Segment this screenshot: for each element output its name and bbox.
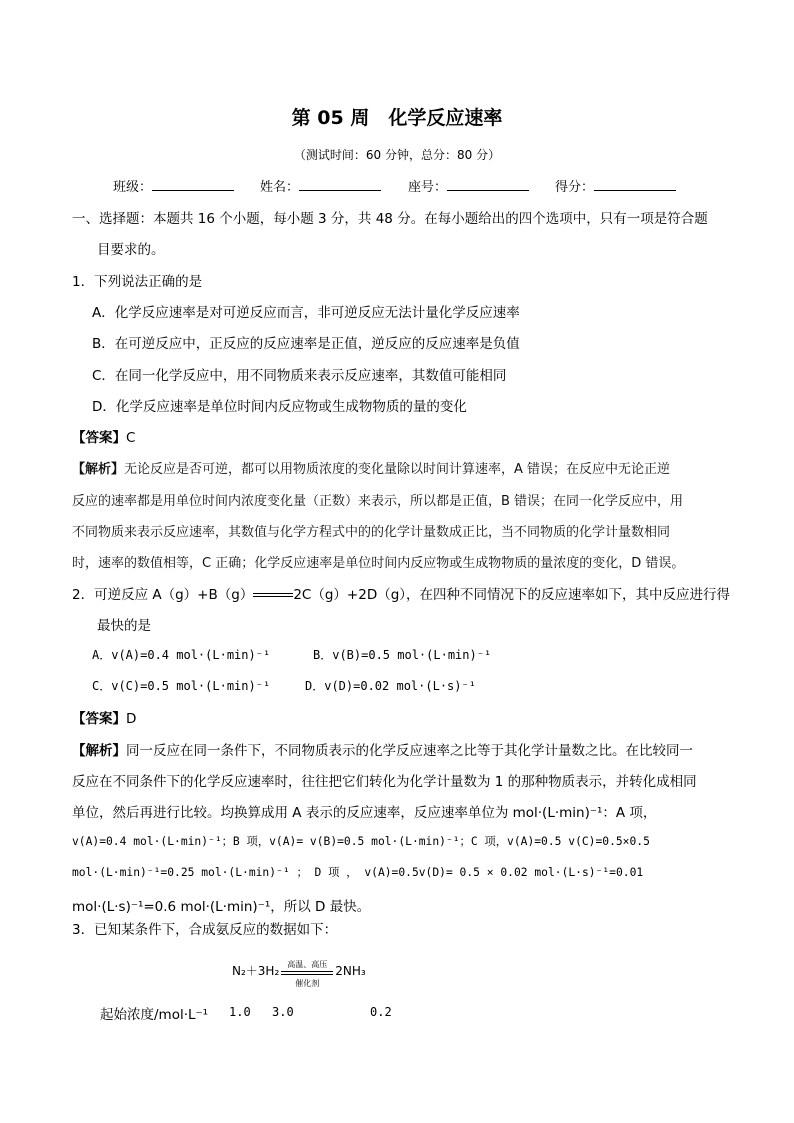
- q1-option-a: A．化学反应速率是对可逆反应而言，非可逆反应无法计量化学反应速率: [92, 305, 520, 321]
- q2-explanation-line: 反应在不同条件下的化学反应速率时，往往把它们转化为化学计量数为 1 的那种物质表示，并转化成相同: [72, 774, 697, 790]
- section-heading-cont: 目要求的。: [97, 242, 165, 258]
- q2-explanation-line: [72, 739, 693, 759]
- q2-answer: [72, 707, 136, 727]
- q1-answer: [72, 426, 135, 446]
- q2-option-c: C．v(C)=0.5 mol·(L·min)⁻¹: [92, 679, 271, 693]
- condition-bottom: 催化剂: [295, 978, 320, 988]
- answer-tag: 【答案】: [72, 711, 126, 727]
- q1-stem: 1．下列说法正确的是: [72, 274, 203, 290]
- section-heading: 一、选择题：本题共 16 个小题，每小题 3 分，共 48 分。在每小题给出的四个选项中，只有一项是符合题: [72, 211, 708, 227]
- q2-explanation-line: mol·(L·s)⁻¹=0.6 mol·(L·min)⁻¹，所以 D 最快。: [72, 899, 371, 915]
- explanation-text: 同一反应在同一条件下，不同物质表示的化学反应速率之比等于其化学计量数之比。在比较同一: [126, 743, 693, 759]
- score-label: 得分：: [555, 180, 595, 195]
- test-info-subtitle: （测试时间：60 分钟，总分：80 分）: [293, 148, 501, 162]
- reversible-arrow-icon: [279, 959, 335, 988]
- q2-explanation-line: v(A)=0.4 mol·(L·min)⁻¹；B 项，v(A)= v(B)=0.5 mol·(L·min)⁻¹；C 项，v(A)=0.5 v(C)=0.5×0.5: [72, 835, 650, 848]
- q1-explanation-line: 时，速率的数值相等，C 正确；化学反应速率是单位时间内反应物或生成物物质的量浓度的变化，D 错误。: [72, 556, 685, 571]
- name-field: [260, 176, 381, 195]
- explanation-tag: 【解析】: [72, 743, 126, 759]
- explanation-tag: 【解析】: [72, 462, 125, 477]
- reversible-arrow-icon: [253, 590, 293, 600]
- initial-conc-n2: 1.0: [229, 1005, 251, 1019]
- q1-explanation-line: 不同物质来表示反应速率，其数值与化学方程式中的的化学计量数成正比，当不同物质的化学计量数相同: [72, 525, 671, 540]
- q2-option-b: B．v(B)=0.5 mol·(L·min)⁻¹: [313, 648, 492, 662]
- equation-reactants: N₂＋3H₂: [232, 964, 280, 978]
- q1-explanation-line: 反应的速率都是用单位时间内浓度变化量（正数）来表示，所以都是正值，B 错误；在同一化学反应中，用: [72, 494, 684, 509]
- answer-value: D: [126, 711, 137, 727]
- answer-tag: 【答案】: [72, 430, 126, 446]
- class-label: 班级：: [113, 180, 153, 195]
- seat-label: 座号：: [408, 180, 448, 195]
- q3-stem: 3．已知某条件下，合成氨反应的数据如下：: [72, 922, 338, 938]
- initial-conc-nh3: 0.2: [370, 1005, 392, 1019]
- q1-option-c: C．在同一化学反应中，用不同物质来表示反应速率，其数值可能相同: [92, 368, 507, 384]
- name-blank[interactable]: [299, 178, 381, 191]
- class-blank[interactable]: [152, 178, 234, 191]
- q1-explanation-line: [72, 458, 670, 477]
- page-title: 第 05 周 化学反应速率: [291, 107, 503, 129]
- initial-conc-label: 起始浓度/mol·L⁻¹: [100, 1007, 209, 1023]
- condition-top: 高温、高压: [287, 959, 328, 969]
- q2-stem-part: 2C（g）+2D（g），在四种不同情况下的反应速率如下，其中反应进行得: [293, 587, 731, 603]
- score-field: [555, 176, 676, 195]
- q2-explanation-line: mol·(L·min)⁻¹=0.25 mol·(L·min)⁻¹ ； D 项 ， v(A)=0.5v(D)= 0.5 × 0.02 mol·(L·s)⁻¹=0.01: [72, 866, 644, 879]
- seat-blank[interactable]: [447, 178, 529, 191]
- q2-stem-cont: 最快的是: [97, 618, 151, 634]
- q2-stem: [72, 583, 730, 603]
- equation-product: 2NH₃: [335, 964, 366, 978]
- seat-field: [408, 176, 529, 195]
- score-blank[interactable]: [594, 178, 676, 191]
- q2-option-a: A．v(A)=0.4 mol·(L·min)⁻¹: [92, 648, 271, 662]
- q2-stem-part: 2．可逆反应 A（g）+B（g）: [72, 587, 254, 603]
- explanation-text: 无论反应是否可逆，都可以用物质浓度的变化量除以时间计算速率，A 错误；在反应中无论正逆: [124, 462, 671, 477]
- class-field: [113, 176, 234, 195]
- initial-conc-h2: 3.0: [272, 1005, 294, 1019]
- name-label: 姓名：: [260, 180, 300, 195]
- q1-option-d: D．化学反应速率是单位时间内反应物或生成物物质的量的变化: [92, 399, 467, 415]
- q2-explanation-line: 单位，然后再进行比较。均换算成用 A 表示的反应速率，反应速率单位为 mol·(L·min)⁻¹：A 项，: [72, 805, 657, 821]
- q2-option-d: D．v(D)=0.02 mol·(L·s)⁻¹: [305, 679, 476, 693]
- q1-option-b: B．在可逆反应中，正反应的反应速率是正值，逆反应的反应速率是负值: [92, 336, 520, 352]
- answer-value: C: [126, 430, 136, 446]
- ammonia-equation: [232, 959, 366, 988]
